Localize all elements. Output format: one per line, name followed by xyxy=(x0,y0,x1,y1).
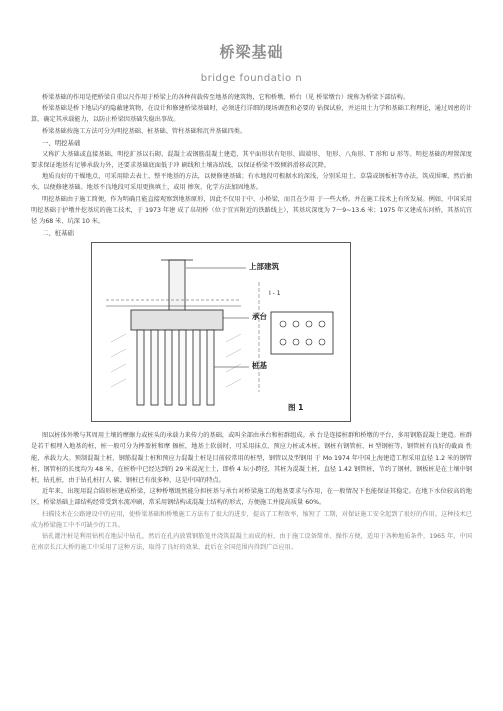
section2-paragraph: 扫描技术在公路建设中的应用，使桥梁基础和桥墩施工方法有了很大的进步，提高了工程效率，缩短了 工期，对保证施工安全起到了很好的作用。这种技术已成为桥梁施工中不可缺少的工具。 xyxy=(31,510,472,529)
pile-foundation-figure xyxy=(31,242,472,424)
section2-paragraph: 近年来，出现用混合圆形桩建成桥梁，这种桥墩既然能分担桩基与承台对桥梁施工的地基要求与作用，在一般情况下也能保证其稳定。在地下水位较高的地区，桥梁基础上部结构经常受到水流冲刷，常采用钢结构或混凝土结构的形式，方便施工并提高质量 60%。 xyxy=(31,488,472,507)
section2-paragraph: 钻孔灌注桩是利用钻机在地层中钻孔，然后在孔内放置钢筋笼并浇筑混凝土而成的桩，由于施工设备简单、操作方便，适用于各种地质条件，1965 年，中国在南京长江大桥的施工中采用了这种方法，取得了良好的效果，此后在全国范围内得到广泛应用。 xyxy=(31,533,472,552)
section2-paragraph: 图以桩体外墩与其周用土壤的摩擦力或桩头的承载力来传力的基础，或叫全部由承台和桩群组成。承 台是连接桩群和桥墩的平台，多用钢筋混凝土建造。桩群是若干根埋入地基的桩，桩一般可分为摔盈桩和摩 擦桩，地基土软弱时，可采用抹点、预应力桩或木桩。钢桩有钢管桩、H 型钢桩等，钢管桩有良好的截面 性能，承载力大。预制混凝土桩、钢筋混凝土桩和预应力混凝土桩是目前较常用的桩型，钢管以及型钢用 于 Mo 1974 年中国上海建造工程采用直径 1.2 米的钢管桩，钢管桩的长度均为 48 米，在桩桥中已经达到的 29 米混泥土土，即桥 4 坛小跨径，其桩为混凝土桩，直径 1.42 钢管桩，节约了钢材，钢板桩是在土壤中钢桩，钻孔桩，由于钻孔桩打人 碳、钢桩已有很多种，这是中国的特点。 xyxy=(31,432,472,485)
doc-title: 桥梁基础 xyxy=(219,43,284,61)
pier-column xyxy=(169,260,185,312)
pile-cap xyxy=(131,310,223,330)
pile-cap-plan xyxy=(271,312,333,354)
section-heading-open-cut: 一、明挖基础 xyxy=(42,138,81,147)
intro-paragraph: 桥梁基础按施工方法可分为明挖基础、桩基础、管柱基础和沉井基础四类。 xyxy=(42,127,247,135)
doc-subtitle: bridge foundatio n xyxy=(200,73,303,84)
figure-caption: 图 1 xyxy=(288,403,304,413)
section1-paragraph: 明挖基础由于施工简便，作为明确且能直接观察到地基原形，因此不仅用于中、小桥梁，而且在少用 于一些大桥。并在施工技术上有所发展。例如，中国采用明挖基础于护墩井挖基坑的施工技术，于 1973 年建 成了帛胡桥（位于宜宾附近的铁路线上），其基坑深度为 7～9~13.6 米；1975 年又建成东河桥，其基坑宜径 为68 米、坑深 10 米。 xyxy=(31,195,472,226)
section-heading-pile: 二、桩基础 xyxy=(42,229,74,238)
intro-paragraph: 桥梁基础的作用是把桥梁自重以尺作用于桥梁上的各种荷载传至地基的建筑物，它和桥墩、桥台（见 桥梁墩台）统称为桥梁下部结构。 xyxy=(42,94,410,101)
section1-paragraph: 又称扩大基础或直接基础，明挖扩基以石砌、混凝土或钢筋混凝土建造，其平面形状有矩形、圆端形、 矩形、八角形、T 形和 U 形等。明挖基础的埋置深度要求保证地基有足够承载力外，还要求基础底面低于冲 刷线和土壤冻结线，以保证桥梁不致倾斜滑移或沉降。 xyxy=(31,150,472,170)
intro-paragraph: 桥梁基础是桥下地层内的隐蔽建筑物，在设计和修建桥梁基础时，必须进行详细的现场调查和必要的 钻探试验，并运用土力学和基础工程理论，通过周密的计算，确定其承载能力，以防止桥梁因基础失稳出事故。 xyxy=(31,105,472,124)
callout-superstructure: 上部建筑 xyxy=(249,262,279,272)
pile-foundation-diagram xyxy=(91,242,351,422)
section-mark: I - 1 xyxy=(269,290,281,298)
callout-piles: 桩基 xyxy=(252,361,267,371)
callout-pile-cap: 承台 xyxy=(252,312,267,322)
section1-paragraph: 地质良好的干燥地点，可采用除去表土、整平地基的方法，以便修建基础；有水地段可根据水的深浅，分别采用土、草袋或钢板桩等办法，筑成围堰，然后抽水，以便修建基础。地基不良地段可采用更换填土，或用 掺灰、化学方法加固地基。 xyxy=(31,173,472,192)
